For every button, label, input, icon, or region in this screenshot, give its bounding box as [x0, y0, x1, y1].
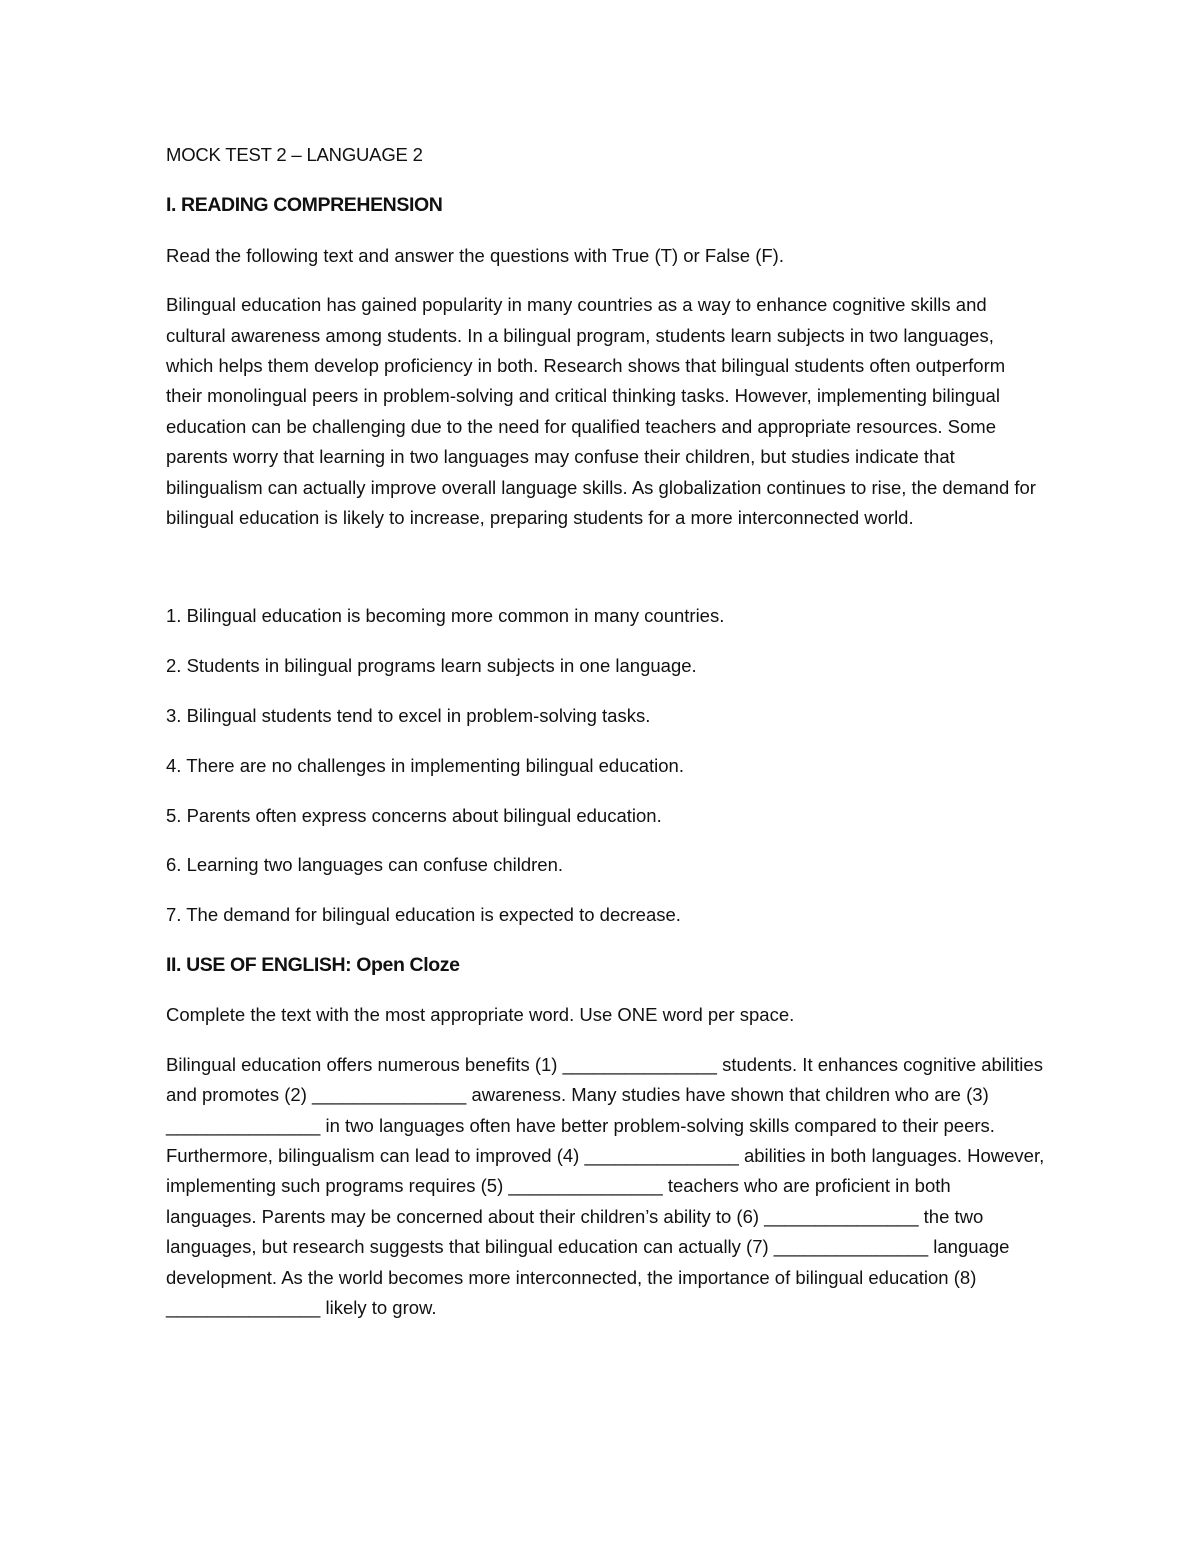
question-item: 2. Students in bilingual programs learn subjects in one language. [166, 655, 697, 677]
document-title: MOCK TEST 2 – LANGUAGE 2 [166, 144, 423, 165]
use-of-english-heading: II. USE OF ENGLISH: Open Cloze [166, 954, 460, 977]
cloze-instruction: Complete the text with the most appropriate word. Use ONE word per space. [166, 1004, 795, 1026]
question-item: 6. Learning two languages can confuse children. [166, 854, 563, 876]
reading-passage: Bilingual education has gained popularity in many countries as a way to enhance cognitive skills and cultural awareness among students. In a bilingual program, students learn subjects in two languages, which helps them develop proficiency in both. Research shows that bilingual students often outperform their monolingual peers in problem-solving and critical thinking tasks. However, implementing bilingual education can be challenging due to the need for qualified teachers and appropriate resources. Some parents worry that learning in two languages may confuse their children, but studies indicate that bilingualism can actually improve overall language skills. As globalization continues to rise, the demand for bilingual education is likely to increase, preparing students for a more interconnected world. [166, 294, 1036, 529]
document-page [166, 140, 1046, 1324]
question-item: 3. Bilingual students tend to excel in problem-solving tasks. [166, 705, 651, 727]
question-item: 1. Bilingual education is becoming more common in many countries. [166, 605, 725, 627]
question-item: 5. Parents often express concerns about bilingual education. [166, 804, 662, 826]
question-item: 7. The demand for bilingual education is expected to decrease. [166, 904, 681, 926]
question-item: 4. There are no challenges in implementing bilingual education. [166, 754, 684, 776]
reading-instruction: Read the following text and answer the questions with True (T) or False (F). [166, 244, 784, 266]
question-list [166, 601, 1046, 930]
reading-heading: I. READING COMPREHENSION [166, 194, 443, 217]
cloze-passage: Bilingual education offers numerous benefits (1) _______________ students. It enhances cognitive abilities and promotes (2) _______________ awareness. Many studies have shown that children who are (3) _______________ in two languages often have better problem-solving skills compared to their peers. Furthermore, bilingualism can lead to improved (4) _______________ abilities in both languages. However, implementing such programs requires (5) _______________ teachers who are proficient in both languages. Parents may be concerned about their children’s ability to (6) _______________ the two languages, but research suggests that bilingual education can actually (7) _______________ language development. As the world becomes more interconnected, the importance of bilingual education (8) _______________ likely to grow. [166, 1053, 1045, 1319]
